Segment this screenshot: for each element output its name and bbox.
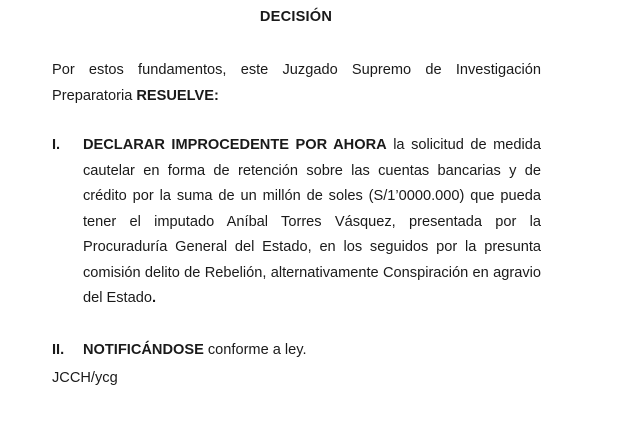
item-body bbox=[83, 133, 541, 312]
intro-text: Por estos fundamentos, este Juzgado Supremo de Investigación Preparatoria bbox=[52, 62, 541, 104]
item-number: II. bbox=[52, 342, 65, 358]
item-text: la solicitud de medida cautelar en forma de retención sobre las cuentas bancarias y de crédito por la suma de un millón de soles (S/1’0000.000) que pueda tener el imputado Aníbal Torres Vásquez, presentada por la Procuraduría General del Estado, en los seguidos por la presunta comisión delito de Rebelión, alternativamente Conspiración en agravio del Estado bbox=[83, 137, 541, 306]
item-text: conforme a ley. bbox=[203, 342, 307, 358]
item-bold-heading: NOTIFICÁNDOSE bbox=[83, 342, 204, 358]
item-end-punctuation: . bbox=[151, 290, 157, 306]
item-body bbox=[83, 338, 541, 364]
section-title: DECISIÓN bbox=[259, 9, 333, 25]
intro-resolve-keyword: RESUELVE: bbox=[136, 87, 219, 104]
item-bold-heading: DECLARAR IMPROCEDENTE POR AHORA bbox=[83, 137, 387, 153]
item-number: I. bbox=[52, 137, 61, 153]
signature-initials: JCCH/ycg bbox=[52, 370, 118, 386]
intro-paragraph bbox=[52, 58, 541, 109]
